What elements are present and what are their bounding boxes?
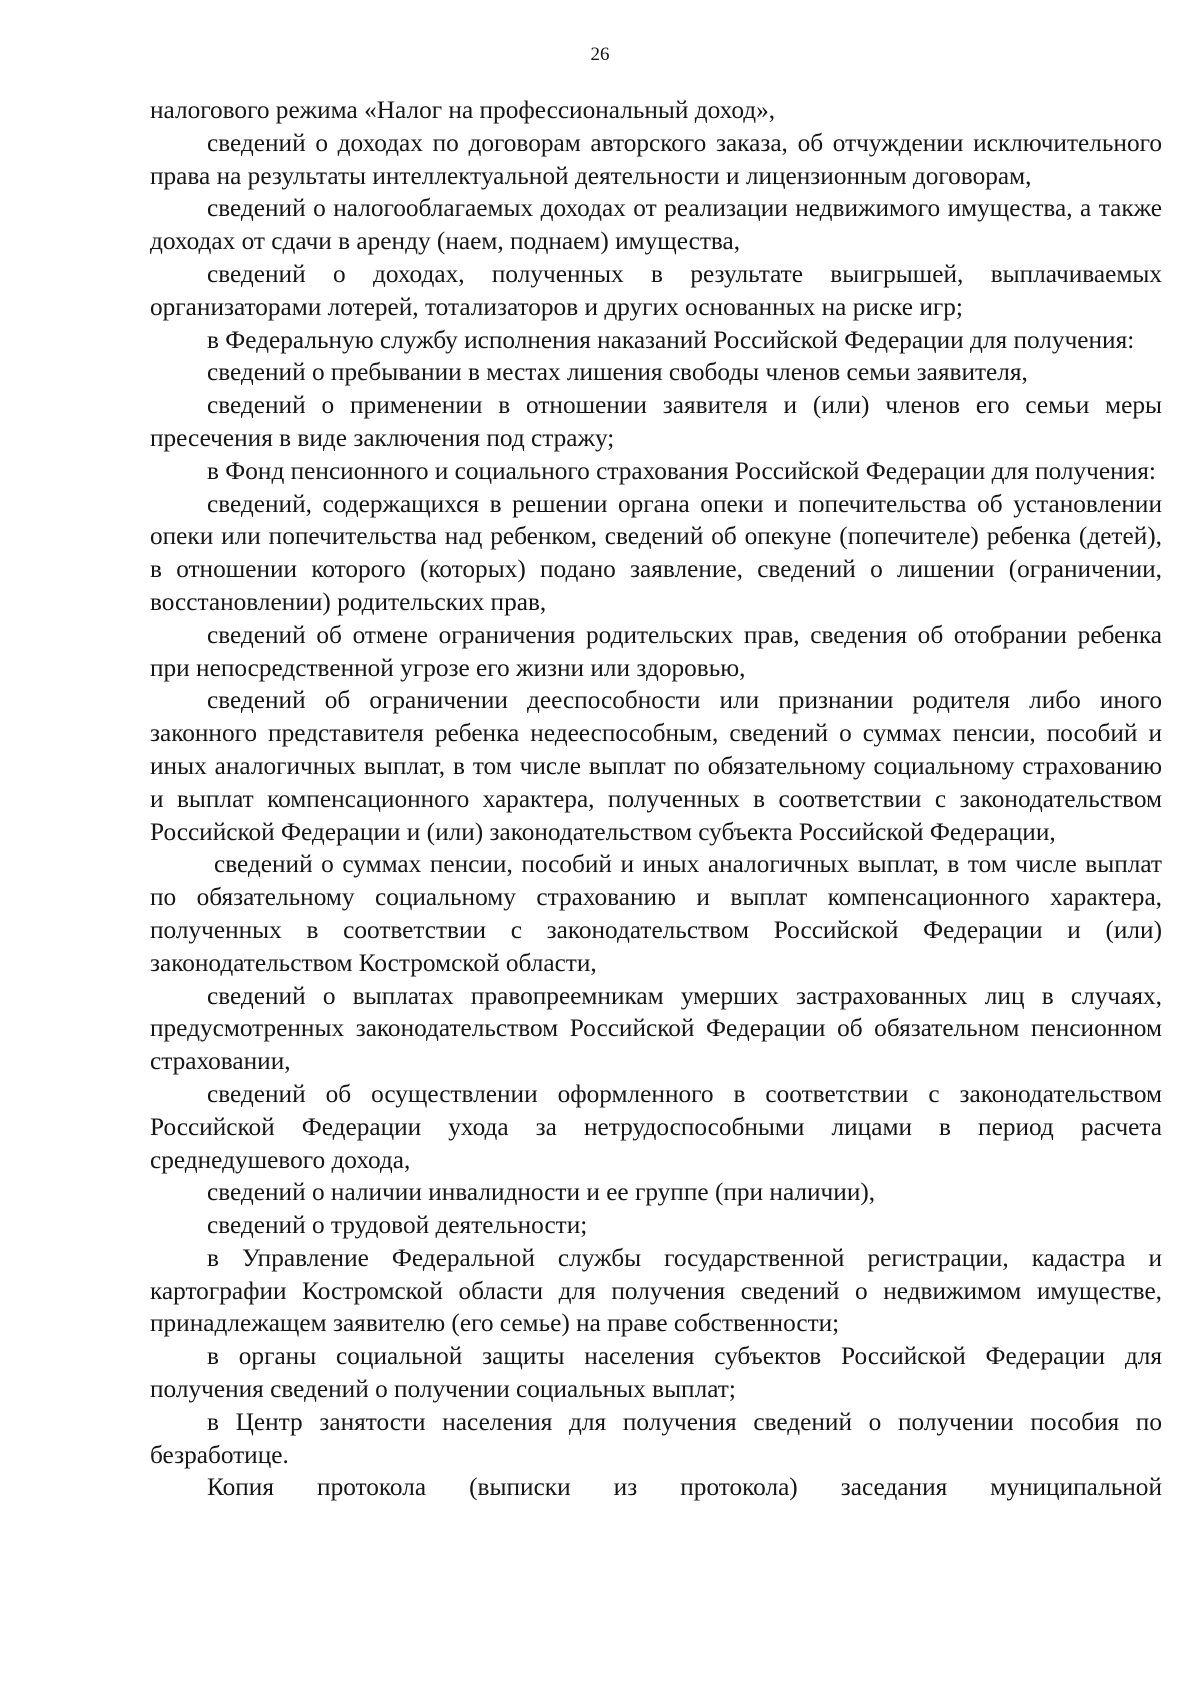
paragraph-6: сведений о пребывании в местах лишения свободы членов семьи заявителя, bbox=[207, 358, 1028, 387]
paragraph-8: в Фонд пенсионного и социального страхования Российской Федерации для получения: bbox=[207, 456, 1156, 485]
paragraph-13: сведений о выплатах правопреемникам умерших застрахованных лиц в случаях, предусмотренных законодательством Российской Федерации об обязательном пенсионном страховании, bbox=[150, 981, 1162, 1076]
paragraph-12: сведений о суммах пенсии, пособий и иных аналогичных выплат, в том числе выплат по обязательному социальному страхованию и выплат компенсационного характера, полученных в соответствии с законодательством Российской Федерации и (или) законодательством Костромской области, bbox=[150, 850, 1162, 977]
paragraph-3: сведений о налогооблагаемых доходах от реализации недвижимого имущества, а также доходах от сдачи в аренду (наем, поднаем) имущества, bbox=[150, 194, 1162, 256]
paragraph-5: в Федеральную службу исполнения наказаний Российской Федерации для получения: bbox=[207, 325, 1135, 354]
paragraph-10: сведений об отмене ограничения родительских прав, сведения об отобрании ребенка при непосредственной угрозе его жизни или здоровью, bbox=[150, 620, 1162, 682]
paragraph-15: сведений о наличии инвалидности и ее группе (при наличии), bbox=[207, 1178, 876, 1207]
paragraph-7: сведений о применении в отношении заявителя и (или) членов его семьи меры пресечения в виде заключения под стражу; bbox=[150, 391, 1162, 452]
document-body bbox=[150, 94, 1162, 1504]
paragraph-11: сведений об ограничении дееспособности или признании родителя либо иного законного представителя ребенка недееспособным, сведений о суммах пенсии, пособий и иных аналогичных выплат, в том числе выплат по обязательному социальному страхованию и выплат компенсационного характера, полученных в соответствии с законодательством Российской Федерации и (или) законодательством субъекта Российской Федерации, bbox=[150, 686, 1162, 846]
paragraph-4: сведений о доходах, полученных в результате выигрышей, выплачиваемых организаторами лотерей, тотализаторов и других основанных на риске игр; bbox=[150, 259, 1162, 321]
paragraph-19: в Центр занятости населения для получения сведений о получении пособия по безработице. bbox=[150, 1407, 1162, 1469]
paragraph-2: сведений о доходах по договорам авторского заказа, об отчуждении исключительного права на результаты интеллектуальной деятельности и лицензионным договорам, bbox=[150, 128, 1162, 190]
paragraph-17: в Управление Федеральной службы государственной регистрации, кадастра и картографии Костромской области для получения сведений о недвижимом имуществе, принадлежащем заявителю (его семье) на праве собственности; bbox=[150, 1243, 1162, 1338]
page-number: 26 bbox=[590, 44, 610, 65]
paragraph-9: сведений, содержащихся в решении органа опеки и попечительства об установлении опеки или попечительства над ребенком, сведений об опекуне (попечителе) ребенка (детей), в отношении которого (которых) подано заявление, сведений о лишении (ограничении, восстановлении) родительских прав, bbox=[150, 489, 1162, 616]
paragraph-14: сведений об осуществлении оформленного в соответствии с законодательством Российской Федерации ухода за нетрудоспособными лицами в период расчета среднедушевого дохода, bbox=[150, 1079, 1162, 1174]
paragraph-16: сведений о трудовой деятельности; bbox=[207, 1211, 588, 1240]
paragraph-20: Копия протокола (выписки из протокола) заседания муниципальной bbox=[207, 1473, 1162, 1502]
paragraph-18: в органы социальной защиты населения субъектов Российской Федерации для получения сведений о получении социальных выплат; bbox=[150, 1342, 1162, 1404]
paragraph-1: налогового режима «Налог на профессиональный доход», bbox=[150, 96, 776, 124]
